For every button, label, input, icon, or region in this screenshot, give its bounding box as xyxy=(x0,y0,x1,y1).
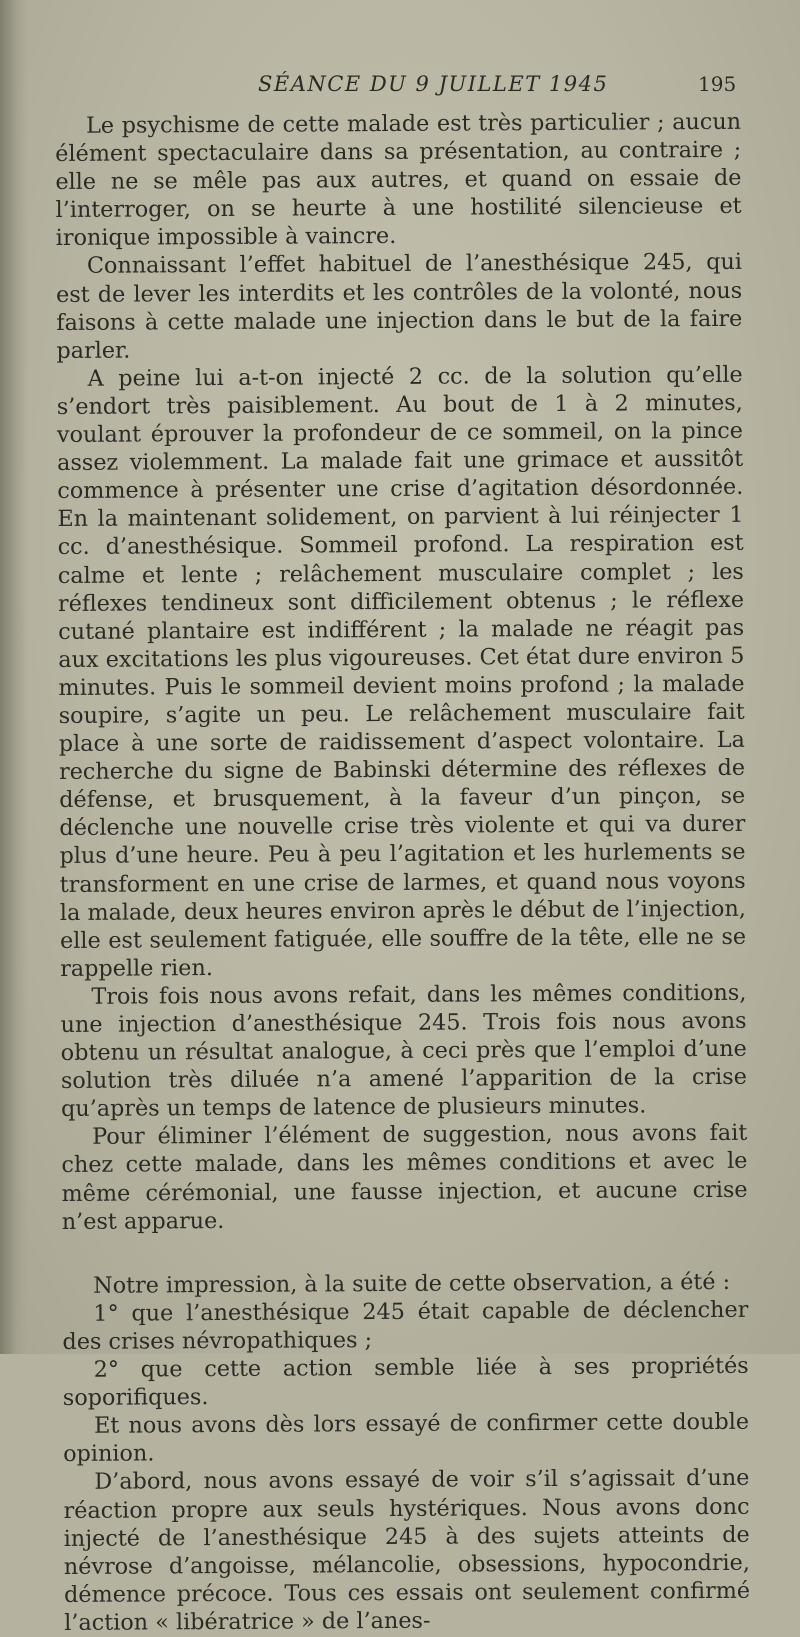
running-head: SÉANCE DU 9 JUILLET 1945 xyxy=(258,72,609,96)
paragraph-8: 2° que cette action semble liée à ses propriétés soporifiques. xyxy=(62,1352,749,1412)
paragraph-6: Notre impression, à la suite de cette observation, a été : xyxy=(93,1268,731,1299)
paragraph-7: 1° que l’anesthésique 245 était capable de déclencher des crises névropathiques ; xyxy=(62,1296,749,1355)
paragraph-5: Pour éliminer l’élément de suggestion, nous avons fait chez cette malade, dans les mêmes conditions et avec le même cérémonial, une fausse injection, et aucune crise n’est apparue. xyxy=(61,1120,748,1235)
paragraph-4: Trois fois nous avons refait, dans les mêmes conditions, une injection d’anesthésique 245. Trois fois nous avons obtenu un résultat analogue, à ceci près que l’emploi d’une solution très diluée n’a amené l’apparition de la crise qu’après un temps de latence de plusieurs minutes. xyxy=(60,979,747,1123)
binding-shadow xyxy=(0,0,28,1354)
page-header xyxy=(0,72,800,102)
paragraph-1: Le psychisme de cette malade est très particulier ; aucun élément spectaculaire dans sa présentation, au contraire ; elle ne se mêle pas aux autres, et quand on essaie de l’interroger, on se heurte à une hostilité silencieuse et ironique impossible à vaincre. xyxy=(55,108,742,252)
page-number: 195 xyxy=(698,72,737,96)
body-text xyxy=(55,108,750,1637)
paragraph-10: D’abord, nous avons essayé de voir s’il s’agissait d’une réaction propre aux seuls hystériques. Nous avons donc injecté de l’anesthésique 245 à des sujets atteints de névrose d’angoisse, mélancolie, obsessions, hypocondrie, démence précoce. Tous ces essais ont seulement confirmé l’action « libératrice » de l’anes- xyxy=(63,1465,751,1636)
paragraph-9: Et nous avons dès lors essayé de confirmer cette double opinion. xyxy=(63,1409,750,1468)
paragraph-3: A peine lui a-t-on injecté 2 cc. de la solution qu’elle s’endort très paisiblement. Au bout de 1 à 2 minutes, voulant éprouver la profondeur de ce sommeil, on la pince assez violemment. La malade fait une grimace et aussitôt commence à présenter une crise d’agitation désordonnée. En la maintenant solidement, on parvient à lui réinjecter 1 cc. d’anesthésique. Sommeil profond. La respiration est calme et lente ; relâchement musculaire complet ; les réflexes tendineux sont difficilement obtenus ; le réflexe cutané plantaire est indifférent ; la malade ne réagit pas aux excitations les plus vigoureuses. Cet état dure environ 5 minutes. Puis le sommeil devient moins profond ; la malade soupire, s’agite un peu. Le relâchement musculaire fait place à une sorte de raidissement d’aspect volontaire. La recherche du signe de Babinski détermine des réflexes de défense, et brusquement, à la faveur d’un pinçon, se déclenche une nouvelle crise très violente et qui va durer plus d’une heure. Peu à peu l’agitation et les hurlements se transforment en une crise de larmes, et quand nous voyons la malade, deux heures environ après le début de l’injection, elle est seulement fatiguée, elle souffre de la tête, elle ne se rappelle rien. xyxy=(56,361,747,982)
paragraph-2: Connaissant l’effet habituel de l’anesthésique 245, qui est de lever les interdits et les contrôles de la volonté, nous faisons à cette malade une injection dans le but de la faire parler. xyxy=(56,249,743,364)
